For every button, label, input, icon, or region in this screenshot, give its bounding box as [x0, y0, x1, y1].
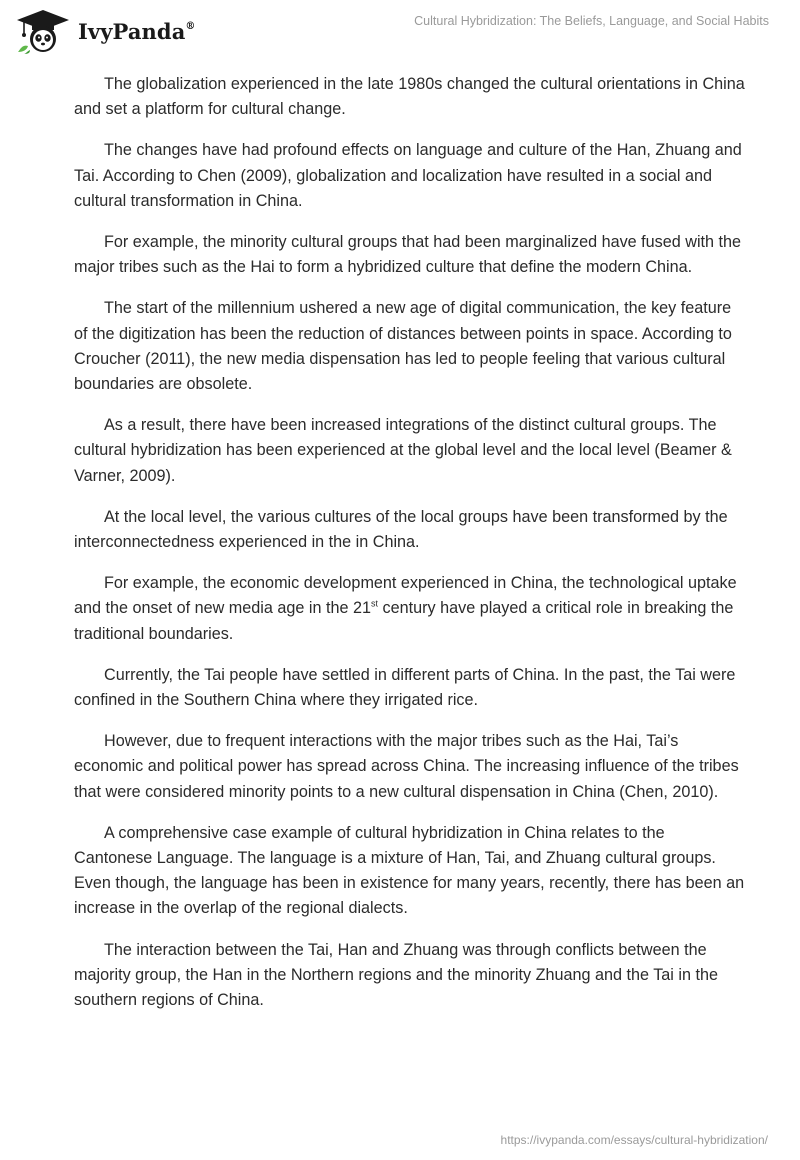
source-url[interactable]: https://ivypanda.com/essays/cultural-hybridization/	[500, 1133, 768, 1147]
paragraph: The changes have had profound effects on language and culture of the Han, Zhuang and Tai. According to Chen (2009), globalization and localization have resulted in a social and cultural transformation in China.	[74, 141, 742, 210]
panda-graduate-icon	[14, 8, 72, 54]
paragraph-text: century have played a critical role in breaking the traditional boundaries.	[74, 599, 734, 643]
essay-body	[74, 72, 746, 1029]
paragraph: As a result, there have been increased integrations of the distinct cultural groups. The cultural hybridization has been experienced at the global level and the local level (Beamer & Varner, 2009).	[74, 416, 732, 485]
paragraph: However, due to frequent interactions with the major tribes such as the Hai, Tai’s economic and political power has spread across China. The increasing influence of the tribes that were considered minority points to a new cultural dispensation in China (Chen, 2010).	[74, 732, 739, 801]
paragraph: The globalization experienced in the late 1980s changed the cultural orientations in China and set a platform for cultural change.	[74, 75, 745, 119]
paragraph: For example, the minority cultural groups that had been marginalized have fused with the major tribes such as the Hai to form a hybridized culture that define the modern China.	[74, 233, 742, 277]
paragraph: The start of the millennium ushered a new age of digital communication, the key feature of the digitization has been the reduction of distances between points in space. According to Croucher (2011), the new media dispensation has led to people feeling that various cultural boundaries are obsolete.	[74, 299, 732, 394]
paragraph: At the local level, the various cultures of the local groups have been transformed by the interconnectedness experienced in the in China.	[74, 507, 728, 552]
paragraph-text: For example, the economic development experienced in China, the technological uptake and the onset of new media age in the 21	[74, 574, 737, 618]
document-title: Cultural Hybridization: The Beliefs, Language, and Social Habits	[414, 14, 769, 28]
paragraph: The interaction between the Tai, Han and Zhuang was through conflicts between the majority group, the Han in the Northern regions and the minority Zhuang and the Tai in the southern regions of China.	[74, 940, 718, 1010]
page-header	[0, 0, 800, 60]
paragraph: Currently, the Tai people have settled in different parts of China. In the past, the Tai were confined in the Southern China where they irrigated rice.	[74, 665, 736, 710]
logo-wordmark: IvyPanda®	[78, 18, 196, 44]
paragraph	[74, 571, 746, 647]
paragraph: A comprehensive case example of cultural hybridization in China relates to the Cantonese Language. The language is a mixture of Han, Tai, and Zhuang cultural groups. Even though, the language has been in existence for many years, recently, there has been an increase in the overlap of the regional dialects.	[74, 823, 745, 918]
registered-mark: ®	[185, 20, 196, 32]
ivypanda-logo[interactable]	[14, 8, 196, 54]
ordinal-suffix: st	[371, 599, 379, 610]
